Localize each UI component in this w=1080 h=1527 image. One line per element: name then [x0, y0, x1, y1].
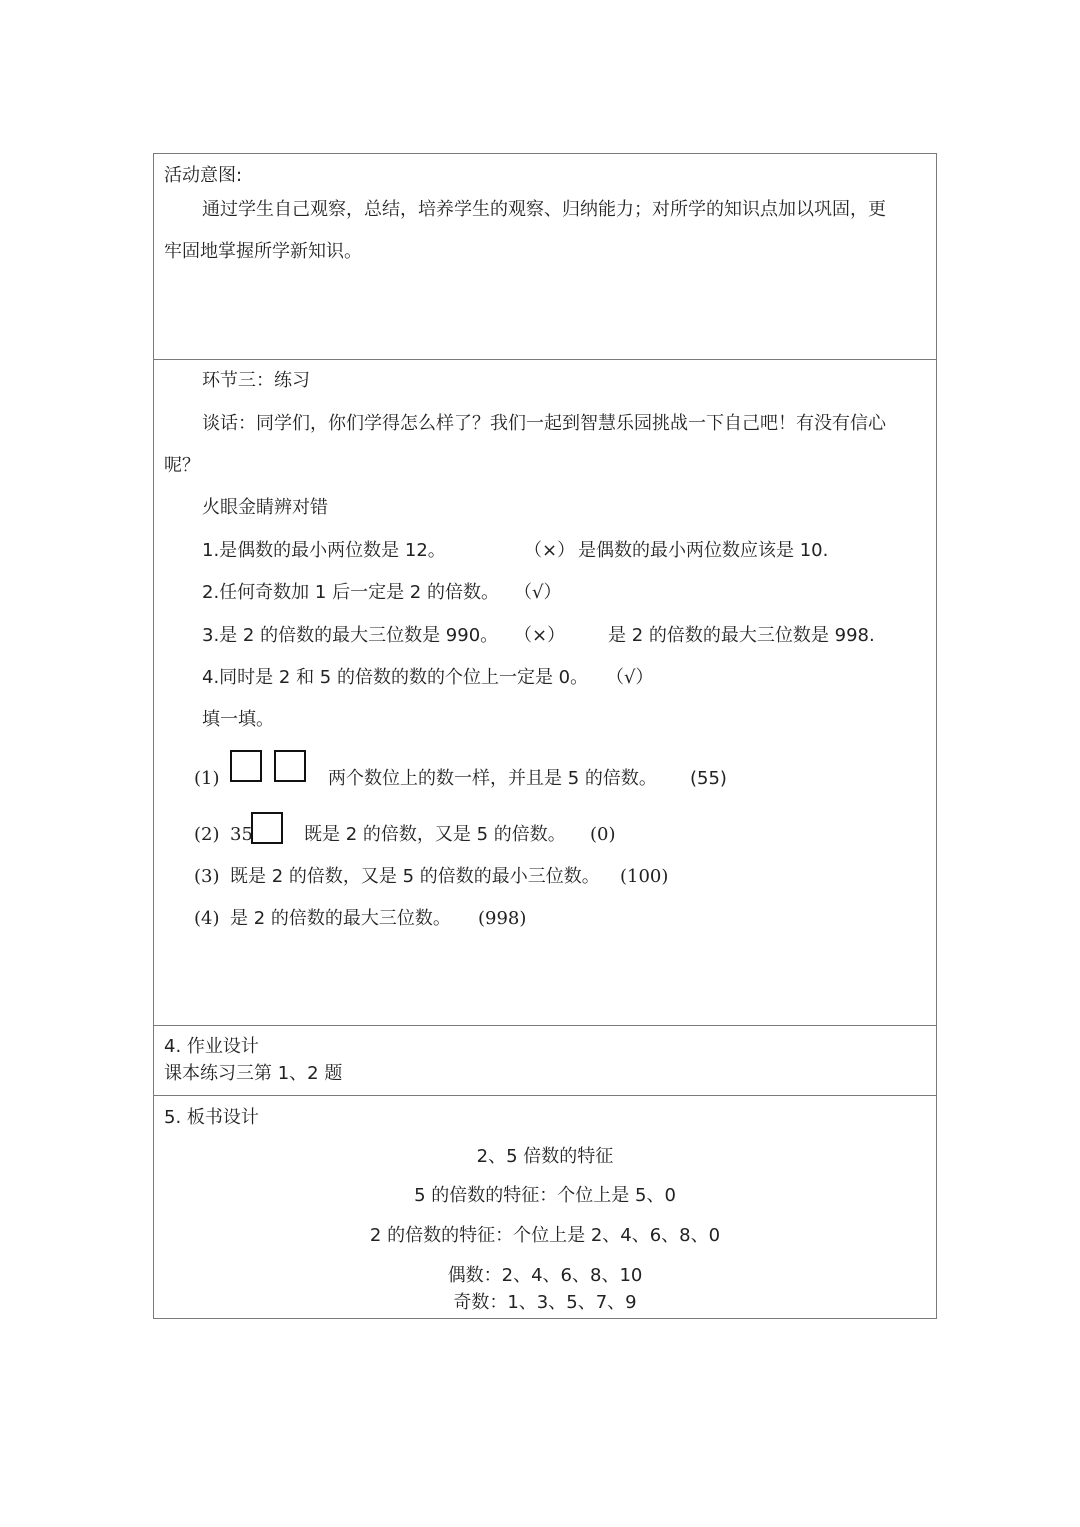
activity-intent-cell — [154, 154, 936, 360]
judge-item-3-question: 3.是 2 的倍数的最大三位数是 990。 — [202, 625, 499, 646]
fill-item-1-blank-box-ones — [274, 750, 306, 783]
judge-item-1-mark: （×） — [524, 540, 576, 561]
judge-item-1-note: 是偶数的最小两位数应该是 10. — [578, 540, 829, 561]
talk-line1: 谈话：同学们，你们学得怎么样了？我们一起到智慧乐园挑战一下自己吧！有没有信心 — [202, 413, 886, 434]
blackboard-line-odd-numbers: 奇数：1、3、5、7、9 — [453, 1292, 637, 1313]
blackboard-line-multiples-of-2: 2 的倍数的特征：个位上是 2、4、6、8、0 — [369, 1225, 721, 1246]
fill-item-1-text: 两个数位上的数一样，并且是 5 的倍数。 — [328, 768, 657, 789]
judge-item-4-question: 4.同时是 2 和 5 的倍数的数的个位上一定是 0。 — [202, 667, 589, 688]
homework-heading: 4. 作业设计 — [164, 1036, 259, 1057]
lesson-plan-table — [153, 153, 937, 1319]
fill-item-2-answer: (0) — [590, 824, 616, 845]
judge-item-4-mark: （√） — [606, 667, 654, 688]
fill-item-2-text: 既是 2 的倍数，又是 5 的倍数。 — [304, 824, 566, 845]
homework-cell — [154, 1026, 936, 1096]
fill-item-4-number: (4) — [194, 908, 220, 929]
homework-body: 课本练习三第 1、2 题 — [164, 1063, 343, 1084]
talk-line2: 呢？ — [164, 455, 200, 476]
judge-item-2-question: 2.任何奇数加 1 后一定是 2 的倍数。 — [202, 582, 499, 603]
practice-cell — [154, 360, 936, 1026]
blackboard-design-cell — [154, 1096, 936, 1318]
fill-item-2-number: (2) — [194, 824, 220, 845]
activity-intent-para-line1: 通过学生自己观察，总结，培养学生的观察、归纳能力；对所学的知识点加以巩固，更 — [202, 199, 886, 220]
judge-item-3-note: 是 2 的倍数的最大三位数是 998. — [608, 625, 875, 646]
fill-item-1-answer: (55) — [690, 768, 727, 789]
blackboard-heading: 5. 板书设计 — [164, 1107, 259, 1128]
judge-item-2-mark: （√） — [514, 582, 562, 603]
fill-item-4-text: 是 2 的倍数的最大三位数。 — [230, 908, 451, 929]
fill-item-3-answer: (100) — [620, 866, 669, 887]
fill-item-2-blank-box — [251, 812, 283, 845]
blackboard-line-even-numbers: 偶数：2、4、6、8、10 — [447, 1265, 643, 1286]
activity-intent-heading: 活动意图: — [164, 165, 243, 186]
blackboard-line-multiples-of-5: 5 的倍数的特征：个位上是 5、0 — [414, 1185, 676, 1206]
fill-item-3-number: (3) — [194, 866, 220, 887]
judge-title: 火眼金睛辨对错 — [202, 497, 328, 518]
fill-item-2-prefix: 35 — [230, 824, 253, 845]
fill-item-4-answer: (998) — [478, 908, 527, 929]
fill-item-3-text: 既是 2 的倍数，又是 5 的倍数的最小三位数。 — [230, 866, 600, 887]
fill-item-1-number: (1) — [194, 768, 220, 789]
practice-heading: 环节三：练习 — [202, 370, 310, 391]
fill-item-1-blank-box-tens — [230, 750, 262, 783]
judge-item-1-question: 1.是偶数的最小两位数是 12。 — [202, 540, 446, 561]
activity-intent-para-line2: 牢固地掌握所学新知识。 — [164, 241, 362, 262]
judge-item-3-mark: （×） — [514, 625, 566, 646]
fill-title: 填一填。 — [202, 709, 274, 730]
blackboard-title: 2、5 倍数的特征 — [476, 1146, 614, 1167]
